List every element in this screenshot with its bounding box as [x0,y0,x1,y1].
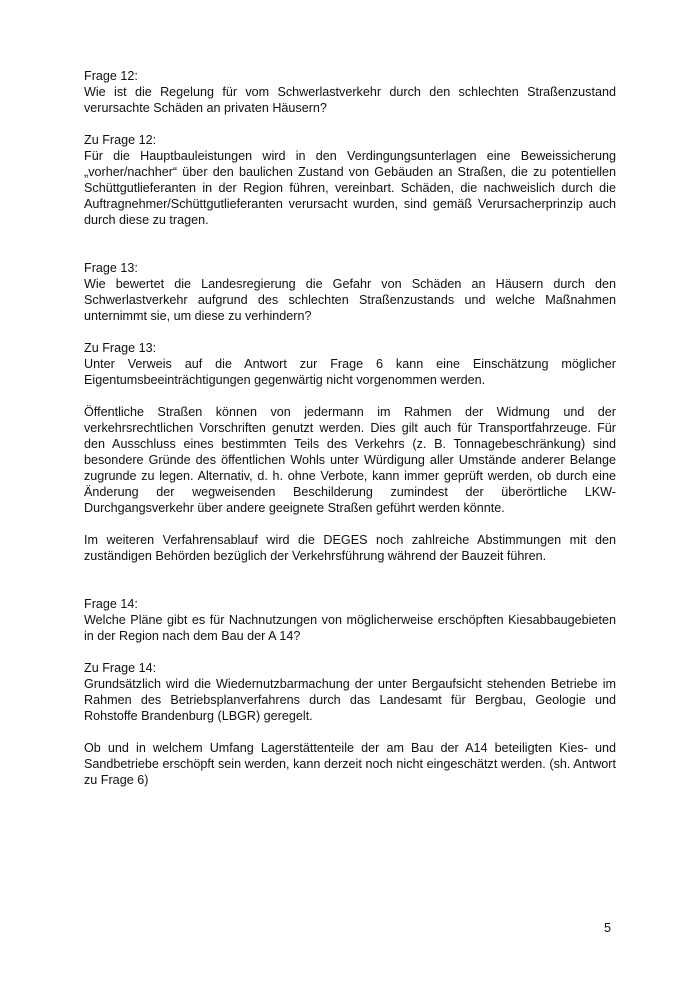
question-14-text: Welche Pläne gibt es für Nachnutzungen von möglicherweise erschöpften Kiesabbaugebieten in der Region nach dem Bau der A 14? [84,613,616,643]
answer-13-paragraph-2: Öffentliche Straßen können von jedermann im Rahmen der Widmung und der verkehrsrechtlichen Vorschriften genutzt werden. Dies gilt auch für Transportfahrzeuge. Für den Ausschluss eines bestimmten Teils des Verkehrs (z. B. Tonnagebeschränkung) sind besondere Gründe des öffentlichen Wohls unter Würdigung aller Umstände anderer Belange zugrunde zu legen. Alternativ, d. h. ohne Verbote, kann immer geprüft werden, ob durch eine Änderung der wegweisenden Beschilderung zumindest der überörtliche LKW-Durchgangsverkehr über andere geeignete Straßen geführt werden könnte. [84,405,616,515]
answer-12-label: Zu Frage 12: [84,133,157,147]
answer-13-paragraph-1: Unter Verweis auf die Antwort zur Frage 6 kann eine Einschätzung möglicher Eigentumsbeeinträchtigungen gegenwärtig nicht vorgenommen werden. [84,357,616,387]
document-page [84,68,616,788]
answer-13 [84,340,616,564]
answer-14 [84,660,616,788]
question-13-label: Frage 13: [84,261,138,275]
page-number: 5 [604,921,612,935]
question-14-label: Frage 14: [84,597,138,611]
answer-14-paragraph-1: Grundsätzlich wird die Wiedernutzbarmachung der unter Bergaufsicht stehenden Betriebe im Rahmen des Betriebsplanverfahrens durch das Landesamt für Bergbau, Geologie und Rohstoffe Brandenburg (LBGR) geregelt. [84,677,616,723]
answer-13-paragraph-3: Im weiteren Verfahrensablauf wird die DEGES noch zahlreiche Abstimmungen mit den zuständigen Behörden bezüglich der Verkehrsführung während der Bauzeit führen. [84,533,616,563]
answer-14-paragraph-2: Ob und in welchem Umfang Lagerstättenteile der am Bau der A14 beteiligten Kies- und Sandbetriebe erschöpft sein werden, kann derzeit noch nicht eingeschätzt werden. (sh. Antwort zu Frage 6) [84,741,616,787]
question-14 [84,596,616,644]
question-12-text: Wie ist die Regelung für vom Schwerlastverkehr durch den schlechten Straßenzustand verursachte Schäden an privaten Häusern? [84,85,616,115]
question-13 [84,260,616,324]
answer-14-label: Zu Frage 14: [84,661,157,675]
answer-12 [84,132,616,228]
question-13-text: Wie bewertet die Landesregierung die Gefahr von Schäden an Häusern durch den Schwerlastverkehr aufgrund des schlechten Straßenzustands und welche Maßnahmen unternimmt sie, um diese zu verhindern? [84,277,616,323]
question-12 [84,68,616,116]
answer-13-label: Zu Frage 13: [84,341,157,355]
question-12-label: Frage 12: [84,69,138,83]
answer-12-text: Für die Hauptbauleistungen wird in den Verdingungsunterlagen eine Beweissicherung „vorher/nachher“ über den baulichen Zustand von Gebäuden an Straßen, die zu potentiellen Schüttgutlieferanten in der Region führen, vereinbart. Schäden, die nachweislich durch die Auftragnehmer/Schüttgutlieferanten verursacht wurden, sind gemäß Verursacherprinzip auch durch diese zu tragen. [84,149,616,227]
